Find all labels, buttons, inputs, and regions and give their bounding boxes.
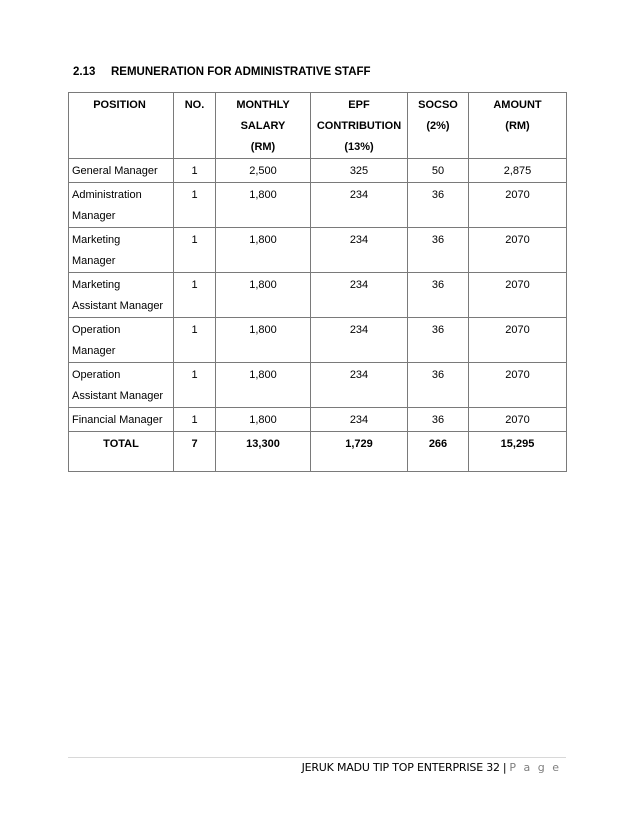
cell-amount: 2,875	[469, 159, 567, 183]
header-line: (13%)	[344, 141, 374, 153]
position-line: General Manager	[72, 165, 158, 177]
header-line: POSITION	[93, 99, 146, 111]
header-line: EPF	[348, 99, 370, 111]
header-socso	[408, 93, 469, 159]
cell-socso: 36	[408, 183, 469, 228]
table-row	[69, 363, 567, 408]
position-line: Administration	[72, 189, 142, 201]
cell-socso: 50	[408, 159, 469, 183]
header-line: (RM)	[250, 141, 276, 153]
cell-socso: 36	[408, 318, 469, 363]
total-row	[69, 432, 567, 472]
cell-no: 1	[174, 228, 216, 273]
cell-total-epf: 1,729	[311, 432, 408, 472]
table-body	[69, 159, 567, 472]
header-line: CONTRIBUTION	[316, 120, 402, 132]
cell-position	[69, 363, 174, 408]
cell-no: 1	[174, 318, 216, 363]
cell-amount: 2070	[469, 273, 567, 318]
cell-no: 1	[174, 159, 216, 183]
position-line: Operation	[72, 324, 121, 336]
header-position	[69, 93, 174, 159]
header-line: NO.	[184, 99, 205, 111]
cell-salary: 1,800	[216, 273, 311, 318]
cell-socso: 36	[408, 408, 469, 432]
header-line: AMOUNT	[493, 99, 542, 111]
cell-socso: 36	[408, 363, 469, 408]
position-line: Financial Manager	[72, 414, 163, 426]
footer-company: JERUK MADU TIP TOP ENTERPRISE	[301, 761, 483, 774]
cell-amount: 2070	[469, 318, 567, 363]
footer-page-word: P a g e	[509, 761, 561, 774]
cell-epf: 325	[311, 159, 408, 183]
cell-total-socso: 266	[408, 432, 469, 472]
table-row	[69, 408, 567, 432]
position-line: Marketing	[72, 279, 121, 291]
cell-epf: 234	[311, 408, 408, 432]
header-line: MONTHLY	[236, 99, 290, 111]
cell-position	[69, 273, 174, 318]
cell-epf: 234	[311, 183, 408, 228]
header-line: SOCSO	[418, 99, 458, 111]
section-number: 2.13	[73, 66, 96, 78]
cell-epf: 234	[311, 228, 408, 273]
cell-epf: 234	[311, 273, 408, 318]
cell-epf: 234	[311, 318, 408, 363]
table-header-row	[69, 93, 567, 159]
cell-no: 1	[174, 408, 216, 432]
header-line: (RM)	[505, 120, 530, 132]
cell-socso: 36	[408, 273, 469, 318]
cell-amount: 2070	[469, 183, 567, 228]
header-no	[174, 93, 216, 159]
header-line: (2%)	[426, 120, 450, 132]
footer-divider	[68, 757, 566, 758]
table-row	[69, 318, 567, 363]
position-line: Manager	[72, 255, 116, 267]
cell-epf: 234	[311, 363, 408, 408]
cell-amount: 2070	[469, 363, 567, 408]
footer-page-number: 32	[486, 761, 500, 774]
cell-total-amount: 15,295	[469, 432, 567, 472]
position-line: Marketing	[72, 234, 121, 246]
header-epf-contribution	[311, 93, 408, 159]
table-row	[69, 228, 567, 273]
cell-salary: 2,500	[216, 159, 311, 183]
cell-salary: 1,800	[216, 363, 311, 408]
remuneration-table	[68, 92, 567, 472]
cell-no: 1	[174, 183, 216, 228]
position-line: Assistant Manager	[72, 300, 164, 312]
cell-position	[69, 408, 174, 432]
position-line: Manager	[72, 345, 116, 357]
cell-salary: 1,800	[216, 228, 311, 273]
footer-separator: |	[502, 761, 507, 774]
cell-position	[69, 159, 174, 183]
cell-socso: 36	[408, 228, 469, 273]
cell-total-no: 7	[174, 432, 216, 472]
section-heading	[73, 66, 371, 78]
cell-position	[69, 183, 174, 228]
cell-salary: 1,800	[216, 183, 311, 228]
cell-position	[69, 318, 174, 363]
cell-no: 1	[174, 273, 216, 318]
cell-position	[69, 228, 174, 273]
header-line: SALARY	[240, 120, 286, 132]
cell-no: 1	[174, 363, 216, 408]
page-footer	[302, 761, 561, 774]
cell-amount: 2070	[469, 228, 567, 273]
cell-salary: 1,800	[216, 408, 311, 432]
position-line: Operation	[72, 369, 121, 381]
table-row	[69, 183, 567, 228]
section-title: REMUNERATION FOR ADMINISTRATIVE STAFF	[111, 66, 371, 78]
header-monthly-salary	[216, 93, 311, 159]
cell-total-label: TOTAL	[69, 432, 174, 472]
header-amount	[469, 93, 567, 159]
cell-amount: 2070	[469, 408, 567, 432]
position-line: Manager	[72, 210, 116, 222]
position-line: Assistant Manager	[72, 390, 164, 402]
table-row	[69, 273, 567, 318]
cell-total-salary: 13,300	[216, 432, 311, 472]
cell-salary: 1,800	[216, 318, 311, 363]
table-row	[69, 159, 567, 183]
